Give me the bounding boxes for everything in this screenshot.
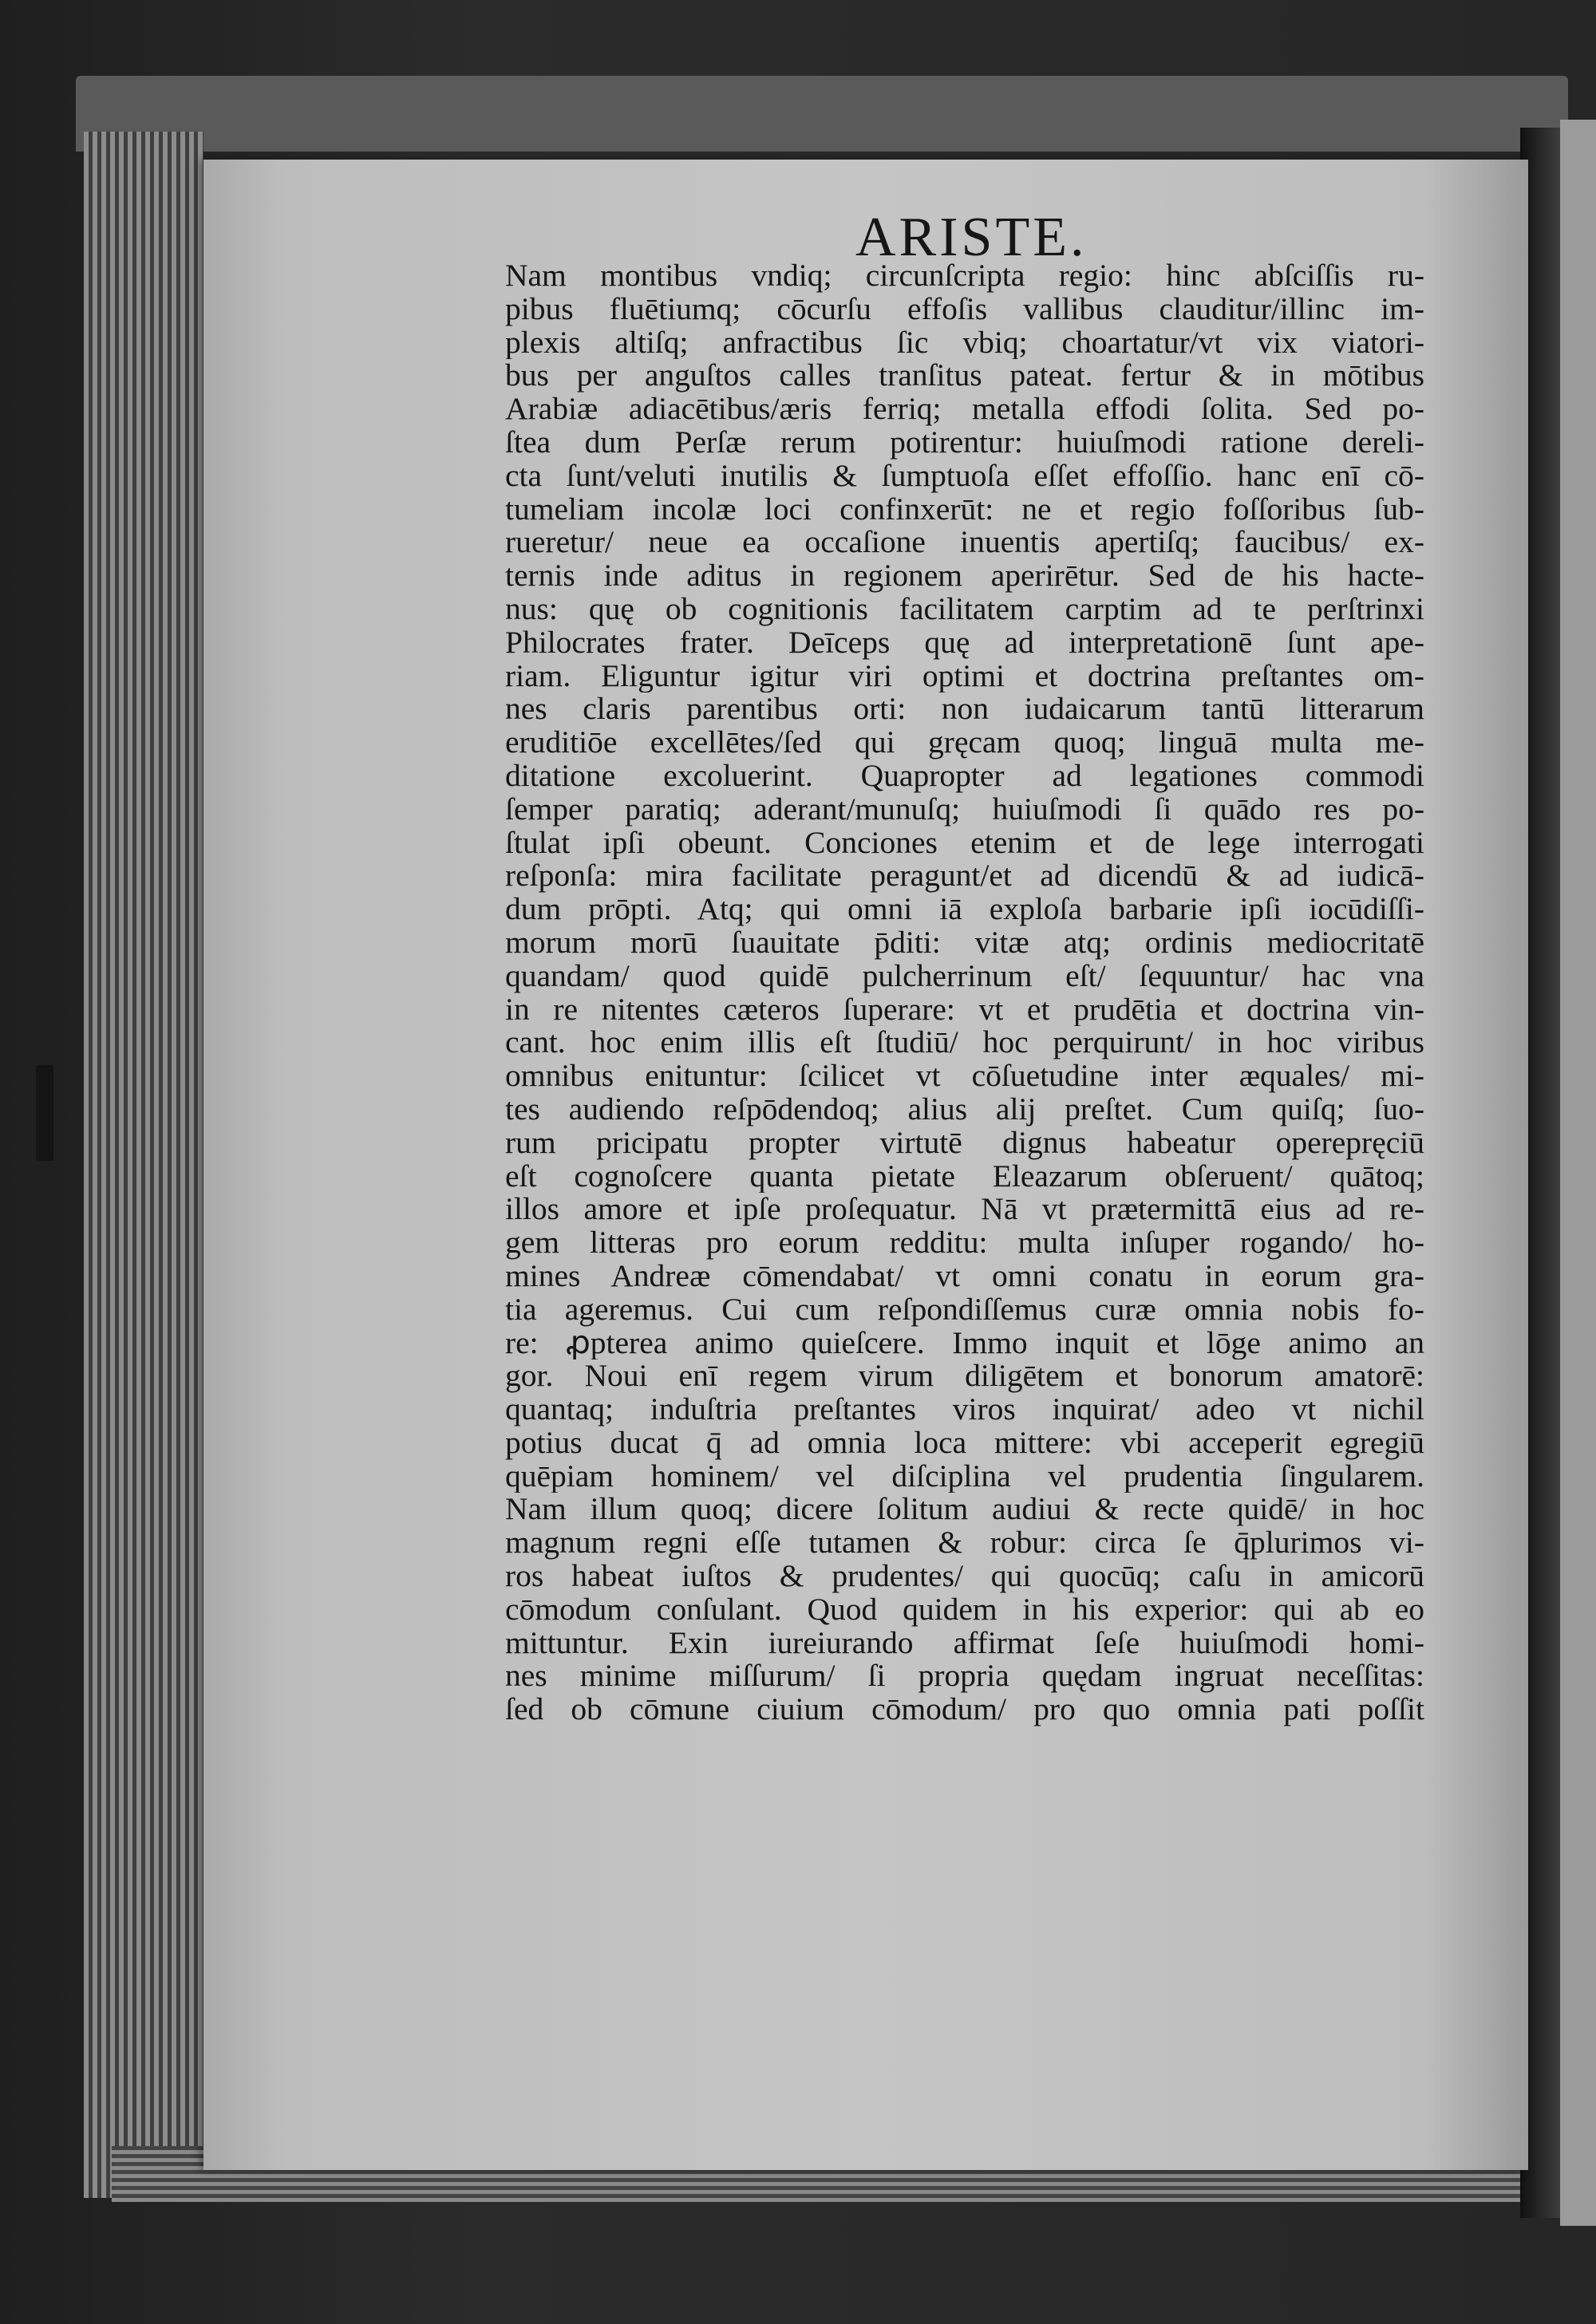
text-block	[505, 259, 1424, 1726]
text-line: bus per anguſtos calles tranſitus pateat. fertur & in mōtibus	[505, 359, 1424, 393]
text-line: ſtulat ipſi obeunt. Conciones etenim et de lege interrogati	[505, 826, 1424, 860]
book-top-edge	[76, 76, 1568, 152]
text-line: omnibus enituntur: ſcilicet vt cōſuetudine inter æquales/ mi-	[505, 1059, 1424, 1093]
text-line: pibus fluētiumq; cōcurſu effoſis vallibus clauditur/illinc im-	[505, 292, 1424, 326]
clasp	[36, 1065, 53, 1161]
text-line: eſt cognoſcere quanta pietate Eleazarum obſeruent/ quātoq;	[505, 1159, 1424, 1194]
text-line: nus: quę ob cognitionis facilitatem carptim ad te perſtrinxi	[505, 592, 1424, 626]
text-line: ros habeat iuſtos & prudentes/ qui quocūq; caſu in amicorū	[505, 1560, 1424, 1593]
text-line: mines Andreæ cōmendabat/ vt omni conatu in eorum gra-	[505, 1259, 1424, 1293]
text-line: cant. hoc enim illis eſt ſtudiū/ hoc perquirunt/ in hoc viribus	[505, 1026, 1424, 1060]
text-line: nes minime miſſurum/ ſi propria quędam ingruat neceſſitas:	[505, 1659, 1424, 1694]
page-heading: ARISTE.	[855, 207, 1088, 268]
text-line: morum morū ſuauitate p̄diti: vitæ atq; ordinis mediocritatē	[505, 925, 1424, 960]
text-line: ternis inde aditus in regionem aperirētur. Sed de his hacte-	[505, 559, 1424, 593]
text-line: quantaq; induſtria preſtantes viros inquirat/ adeo vt nichil	[505, 1393, 1424, 1426]
text-line: ſtea dum Perſæ rerum potirentur: huiuſmodi ratione dereli-	[505, 425, 1424, 460]
text-line: gor. Noui enī regem virum diligētem et bonorum amatorē:	[505, 1359, 1424, 1394]
text-line: magnum regni eſſe tutamen & robur: circa ſe q̄plurimos vi-	[505, 1526, 1424, 1561]
facing-page-edge	[1560, 120, 1596, 2226]
text-line: eruditiōe excellētes/ſed qui gręcam quoq; linguā multa me-	[505, 726, 1424, 760]
text-line: Arabiæ adiacētibus/æris ferriq; metalla effodi ſolita. Sed po-	[505, 393, 1424, 426]
text-line: reſponſa: mira facilitate peragunt/et ad dicendū & ad iudicā-	[505, 859, 1424, 894]
text-line: Nam montibus vndiq; circunſcripta regio: hinc abſciſſis ru-	[505, 259, 1424, 293]
text-line: rueretur/ neue ea occaſione inuentis apertiſq; faucibus/ ex-	[505, 526, 1424, 560]
text-line: in re nitentes cæteros ſuperare: vt et prudētia et doctrina vin-	[505, 992, 1424, 1027]
text-line: cta ſunt/veluti inutilis & ſumptuoſa eſſet effoſſio. hanc enī cō-	[505, 459, 1424, 493]
text-line: potius ducat q̄ ad omnia loca mittere: vbi acceperit egregiū	[505, 1426, 1424, 1460]
text-line: mittuntur. Exin iureiurando affirmat ſeſe huiuſmodi homi-	[505, 1626, 1424, 1660]
text-line: quandam/ quod quidē pulcherrinum eſt/ ſequuntur/ hac vna	[505, 959, 1424, 993]
text-line: dum prōpti. Atq; qui omni iā exploſa barbarie ipſi iocūdiſſi-	[505, 893, 1424, 926]
text-line: nes claris parentibus orti: non iudaicarum tantū litterarum	[505, 692, 1424, 727]
text-line: quēpiam hominem/ vel diſciplina vel prudentia ſingularem.	[505, 1459, 1424, 1493]
text-line: ſed ob cōmune ciuium cōmodum/ pro quo omnia pati poſſit	[505, 1693, 1424, 1727]
text-line: tia ageremus. Cui cum reſpondiſſemus curæ omnia nobis fo-	[505, 1292, 1424, 1327]
text-line: illos amore et ipſe proſequatur. Nā vt prætermittā eius ad re-	[505, 1193, 1424, 1227]
text-line: cōmodum conſulant. Quod quidem in his experior: qui ab eo	[505, 1592, 1424, 1627]
text-line: tes audiendo reſpōdendoq; alius alij preſtet. Cum quiſq; ſuo-	[505, 1092, 1424, 1126]
text-line: ditatione excoluerint. Quapropter ad legationes commodi	[505, 759, 1424, 793]
text-line: riam. Eliguntur igitur viri optimi et doctrina preſtantes om-	[505, 659, 1424, 693]
text-line: re: ꝓpterea animo quieſcere. Immo inquit et lōge animo an	[505, 1326, 1424, 1360]
text-line: tumeliam incolæ loci confinxerūt: ne et regio foſſoribus ſub-	[505, 492, 1424, 527]
text-line: rum pricipatu propter virtutē dignus habeatur operepręciū	[505, 1126, 1424, 1160]
text-line: ſemper paratiq; aderant/munuſq; huiuſmodi ſi quādo res po-	[505, 792, 1424, 827]
text-line: gem litteras pro eorum redditu: multa inſuper rogando/ ho-	[505, 1226, 1424, 1260]
page-stack-left	[84, 132, 203, 2198]
text-line: Nam illum quoq; dicere ſolitum audiui & recte quidē/ in hoc	[505, 1493, 1424, 1527]
text-line: Philocrates frater. Deīceps quę ad interpretationē ſunt ape-	[505, 625, 1424, 660]
text-line: plexis altiſq; anfractibus ſic vbiq; choartatur/vt vix viatori-	[505, 326, 1424, 360]
